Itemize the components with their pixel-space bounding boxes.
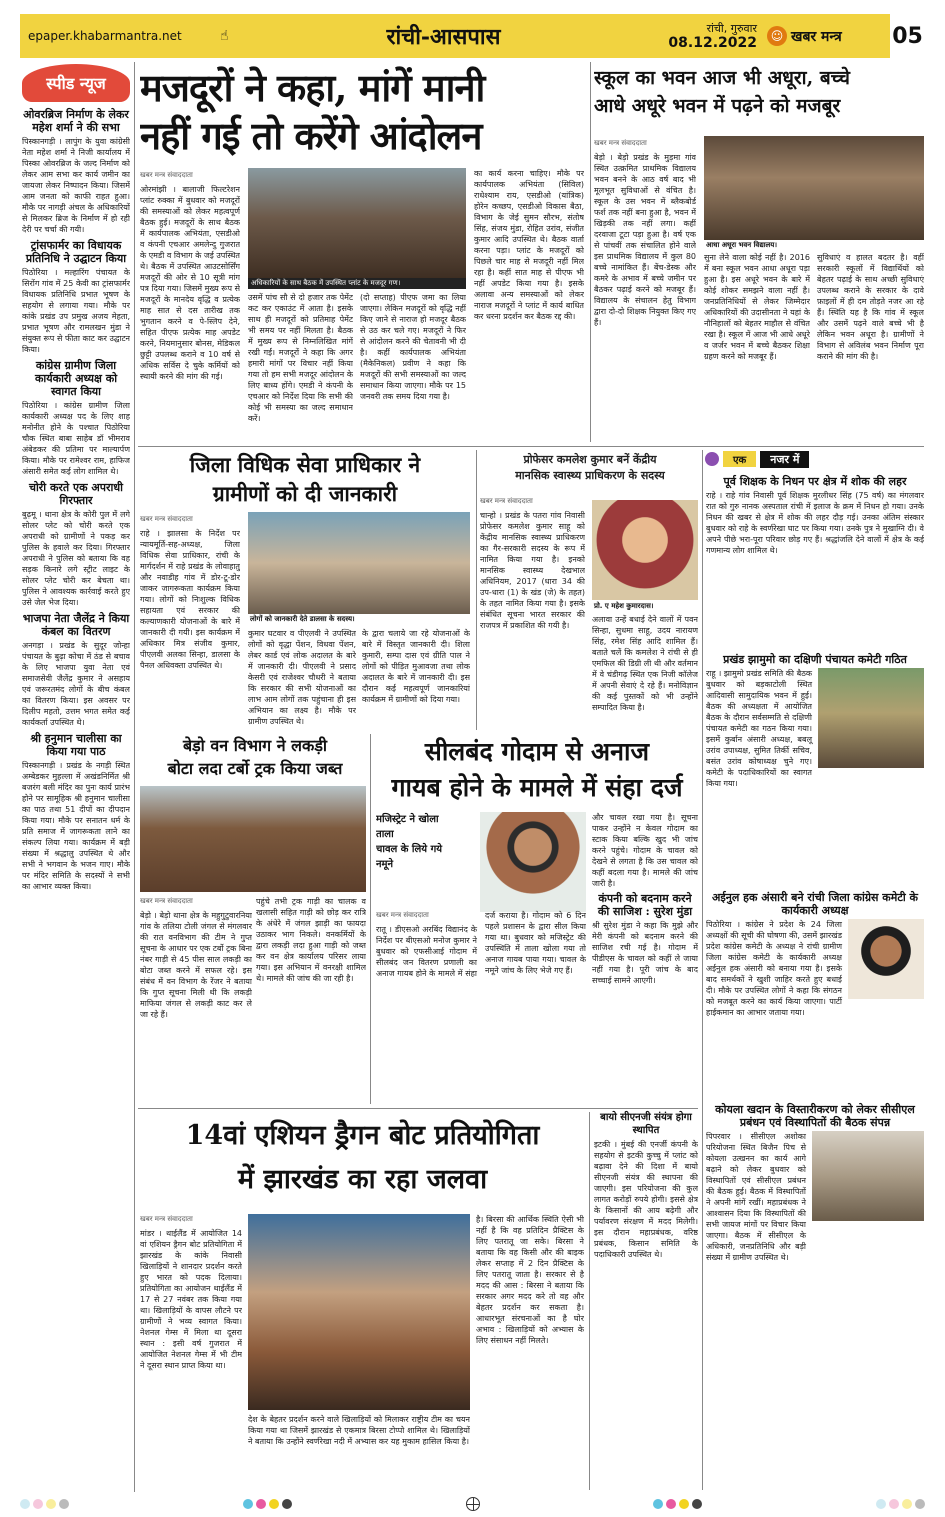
speed-news-body: पिस्कानगड़ी । प्रखंड के नगड़ी स्थित अम्बेडकर मुहल्ला में अखंडनिर्मित श्री बजरंग बली मंदिर का पुनः कार्य प्रारंभ होने पर सामूहिक श्री हनुमान चालीसा का पाठ तथा 51 दीपों का दीपदान किया गया। मौके पर सनातन धर्म के प्रति समाज में जागरूकता लाने का संकल्प लिया गया। कार्यक्रम में बड़ी संख्या में श्रद्धालु उपस्थित थे और सभी ने भगवान के भजन गाए। मौके पर मंदिर समिति के सदस्यों ने सभी का आभार व्यक्त किया। <box>22 761 130 891</box>
godown-subhead: कंपनी को बदनाम करने की साजिश : सुरेश मुंडा <box>597 892 693 918</box>
school-headline-line2: आधे अधूरे भवन में पढ़ने को मजबूर <box>594 95 841 117</box>
godown-col2b-text: श्री सुरेश मुंडा ने कहा कि मुझे और मेरी कंपनी को बदनाम करने की साजिश रची गई है। गोदाम में पीडीएस के चावल को कहीं ले जाया नहीं गया है। पूरी जांच के बाद सच्चाई सामने आएगी। <box>592 921 698 985</box>
nazar-item-body: राहू । झामुमो प्रखंड समिति की बैठक बुधवार को बड़काटोली स्थित आदिवासी सामुदायिक भवन में हुई। बैठक की अध्यक्षता में आयोजित बैठक के दौरान सर्वसम्मति से दक्षिणी पंचायत कमेटी का गठन किया गया। इसमें कुर्बान अंसारी अध्यक्ष, बबलू उरांव उपाध्यक्ष, सुमित तिर्की सचिव, बसंत उरांव कोषाध्यक्ष चुने गए। कमेटी के पदाधिकारियों का स्वागत किया गया। <box>706 669 812 788</box>
color-registration-dots <box>20 1499 69 1509</box>
brand <box>767 26 887 46</box>
lead-caption: अधिकारियों के साथ बैठक में उपस्थित प्लांट के मजदूर गण। <box>248 278 466 289</box>
dragon-headline-line1: 14वां एशियन ड्रैगन बोट प्रतियोगिता <box>185 1120 540 1151</box>
school-headline <box>594 64 924 130</box>
godown-headline-line2: गायब होने के मामले में संहा दर्ज <box>391 773 683 802</box>
byline: खबर मन्त्र संवाददाता <box>140 897 193 905</box>
color-registration-dots <box>243 1499 292 1509</box>
speed-news-body: पिठोरिया । कांग्रेस ग्रामीण जिला कार्यकारी अध्यक्ष पद के लिए शाह मनोनीत होने के पश्चात पिठोरिया चौक स्थित बाबा साहेब डॉ भीमराव अंबेडकर की प्रतिमा पर माल्यार्पण किया। मौके पर रामेश्वर राम, हाफिज अंसारी समेत कई लोग शामिल थे। <box>22 401 130 476</box>
speed-news-body: पिठोरिया । मल्हारिंग पंचायत के सिरोंग गांव में 25 केवी का ट्रांसफार्मर विधायक प्रतिनिधि प्रभात भूषण के सहयोग से लगाया गया। मौके पर कांके प्रखंड उप प्रमुख अजय मेहता, प्रभात भूषण और रामलखन मुंडा ने संयुक्त रूप से फीता काट कर उद्घाटन किया। <box>22 268 130 354</box>
column-divider <box>370 734 371 1104</box>
speed-news-title: श्री हनुमान चालीसा का किया गया पाठ <box>30 732 122 758</box>
lead-headline-line2: नहीं गई तो करेंगे आंदोलन <box>140 113 482 158</box>
professor-photo <box>592 500 698 600</box>
speed-news-column <box>22 104 130 1489</box>
brand-logo-icon: ☺ <box>767 26 787 46</box>
brand-name: खबर मन्त्र <box>791 28 842 45</box>
speed-news-body: अनगड़ा । प्रखंड के सुदूर जोन्हा पंचायत के बुढ़ा कोचा में ठंड से बचाव के लिए भाजपा युवा नेता एवं समाजसेवी जैलेंद्र कुमार ने असहाय एवं जरूरतमंद लोगों के बीच कंबल का वितरण किया। इस अवसर पर दिलीप महतो, उत्तम भगत समेत कई कार्यकर्ता उपस्थित थे। <box>22 641 130 727</box>
color-registration-dots <box>653 1499 702 1509</box>
color-registration-dots <box>876 1499 925 1509</box>
godown-sub-2: ताला <box>376 829 394 840</box>
nazar-item <box>706 1100 924 1490</box>
registration-crosshair-icon <box>466 1497 480 1511</box>
dlsa-col1 <box>140 514 240 730</box>
nazar-item-title: अईनुल हक अंसारी बने रांची जिला कांग्रेस कमेटी के कार्यकारी अध्यक्ष <box>711 891 919 917</box>
speed-news-item <box>22 612 130 728</box>
nazar-label-title: नजर में <box>760 451 809 468</box>
forest-headline-line1: बेड़ो वन विभाग ने लकड़ी <box>182 736 328 755</box>
dlsa-col2: कुमार घटवार व पीएलवी ने उपस्थित लोगों को वृद्धा पेंशन, विधवा पेंशन, लेबर कार्ड एवं लोक अदालत के बारे में जानकारी दी। पीएलवी ने प्रसाद केसरी एवं राजेश्वर चौधरी ने बताया कि सरकार की सभी योजनाओं का लाभ आम लोगों तक पहुंचाना ही इस अभियान का लक्ष्य है। मौके पर ग्रामीण उपस्थित थे। <box>248 629 356 726</box>
lead-col2: उसमें पांच सौ से दो हजार तक पेमेंट कट कर एकाउंट में आता है। इसके साथ ही मजदूरों को प्रतिमाह पेमेंट भी समय पर नहीं मिलता है। बैठक में मुख्य रूप से निम्नलिखित मांगें रखी गईं। मजदूरों ने कहा कि अगर हमारी मांगों पर विचार नहीं किया गया तो हम सभी मजदूर आंदोलन के लिए बाध्य होंगे। एमडी ने कंपनी के एचआर को निर्देश दिया कि सभी की कोई भी समस्या का जल्द समाधान करें। <box>248 293 353 423</box>
speed-news-body: पिस्कानगड़ी । लापुंग के युवा कांग्रेसी नेता महेश शर्मा ने निजी कार्यालय में पिस्का ओवरब्रिज के जल्द निर्माण को लेकर आम सभा कर कार्य जमीन का जायजा लेकर निष्पादन किया। जिसमें आम जनता को काफी राहत हुआ। मौके पर नागड़ी अंचल के अधिकारियों से मिलकर ब्रिज के निर्माण में हो रही देरी पर चर्चा की गयी। <box>22 137 130 234</box>
speed-news-item <box>22 108 130 235</box>
column-divider <box>134 62 135 1492</box>
byline: खबर मन्त्र संवाददाता <box>376 911 429 919</box>
byline: खबर मन्त्र संवाददाता <box>480 497 533 505</box>
issue-date: 08.12.2022 <box>668 35 757 51</box>
speed-news-title: कांग्रेस ग्रामीण जिला कार्यकारी अध्यक्ष को स्वागत किया <box>34 359 118 398</box>
godown-col1-text: रातू । डीएसओ अरबिंद विद्यानंद के निर्देश पर बीएसओ मनोज कुमार ने बुधवार को एफसीआई गोदाम में सीलबंद जन वितरण प्रणाली का अनाज गायब होने के मामले में संहा दर्ज कराया है। गोदाम को 6 दिन पहले प्रशासन के द्वारा सील किया गया था। बुधवार को मजिस्ट्रेट की उपस्थिति में ताला खोला गया तो अनाज गायब पाया गया। चावल के नमूने जांच के लिए भेजे गए हैं। <box>376 911 586 978</box>
hand-pointer-icon: ☝ <box>220 28 229 44</box>
dlsa-col1-text: राहे । झालसा के निर्देश पर न्यायमूर्ति-सह-अध्यक्ष, जिला विधिक सेवा प्राधिकार, रांची के मार्गदर्शन में राहे प्रखंड के लोवाहातु और नवाडीह गांव में डोर-टू-डोर जाकर जागरूकता कार्यक्रम किया गया। लोगों को निःशुल्क विधिक सहायता एवं सरकार की कल्याणकारी योजनाओं के बारे में जानकारी दी गयी। इस कार्यक्रम में अधिकार मित्र संजीव कुमार, पीएलवी अलका सिन्हा, डालसा के पैनल अधिवक्ता उपस्थित थे। <box>140 529 240 670</box>
lead-col4: का कार्य करना चाहिए। मौके पर कार्यपालक अभियंता (सिविल) राधेश्याम राय, एसडीओ (यांत्रिक) होरेन कच्छप, एसडीओ विकास बैठा, विभाग के जेई सुमन सौरभ, संतोष सिंह, संजय मुंडा, रोहित उरांव, संजीत कुमार आदि उपस्थित थे। बैठक वार्ता करना पड़ा। प्लांट के मजदूरों को पिछले चार माह से मजदूरी नहीं मिल रहा है। कहीं सात माह से पीएफ भी नहीं अपडेट किया गया है। इसके अलावा अन्य समस्याओं को लेकर नाराज मजदूरों ने प्लांट में कार्य बाधित कर धरना प्रदर्शन कर बैठक रद्द की। <box>474 169 584 321</box>
nazar-item <box>706 888 924 1098</box>
speed-news-body: बुढ़मू । थाना क्षेत्र के कोरी पुल में लगे सोलर प्लेट को चोरी करते एक अपराधी को ग्रामीणों ने पकड़ कर पुलिस के हवाले कर दिया। गिरफ्तार अपराधी ने पुलिस को बताया कि वह सड़क किनारे लगे स्ट्रीट लाइट के सोलर प्लेट चोरी कर बेचता था। पुलिस ने आवश्यक कार्रवाई करते हुए उसे जेल भेज दिया। <box>22 510 130 607</box>
professor-col1-text: चान्हो । प्रखंड के पतरा गांव निवासी प्रोफेसर कमलेश कुमार साहू को केंद्रीय मानसिक स्वास्थ्य प्राधिकरण का गैर-सरकारी सदस्य के रूप में नामित किया गया है। इनको मानसिक स्वास्थ्य देखभाल अधिनियम, 2017 (धारा 34 की उप-धारा (1) के खंड (जे) के तहत) के तहत नामित किया गया है। इसके संबंधित सूचना भारत सरकार की राजपत्र में प्रकाशित की गयी है। <box>480 511 585 630</box>
lead-col1-text: ओरमांझी । बालाजी फिल्टरेशन प्लांट रुक्का में बुधवार को मजदूरों की समस्याओं को लेकर महत्वपूर्ण बैठक हुई। मजदूरों के साथ बैठक में कार्यपालक अभियंता, एसडीओ व कंपनी एचआर अमलेन्दु गुजरात के एमडी व विभाग के जई उपस्थित थे। बैठक में उपस्थित आउटसोर्सिंग मजदूरों की ओर से 10 सूत्री मांग पत्र दिया गया। जिसमें मुख्य रूप से मजदूरों के मानदेय वृद्धि व प्रत्येक माह सात से दस तारीख तक भुगतान करने व पे-स्लिप देने, सहित पीएफ प्रत्येक माह अपडेट करने, नियमानुसार बोनस, मेडिकल छुट्टी उपलब्ध कराने व 10 वर्ष से अधिक सर्विस दे चुके कर्मियों को स्थायी करने की मांग की गई। <box>140 185 240 381</box>
professor-caption: प्रो. ए महेश कुमारदास। <box>594 602 654 610</box>
column-divider <box>476 450 477 730</box>
forest-headline-line2: बोटा लदा टर्बो ट्रक किया जब्त <box>167 759 343 778</box>
professor-headline-line1: प्रोफेसर कमलेश कुमार बनें केंद्रीय <box>523 453 657 466</box>
school-caption: आधा अधूरा भवन विद्यालय। <box>706 241 777 249</box>
bayo-headline: बायो सीएनजी संयंत्र होगा स्थापित <box>600 1112 692 1136</box>
speed-news-title: चोरी करते एक अपराधी गिरफ्तार <box>28 481 124 507</box>
lead-headline-line1: मजदूरों ने कहा, मांगें मानी <box>140 65 485 110</box>
dragon-col1 <box>140 1214 242 1490</box>
forest-photo <box>140 786 366 892</box>
byline: खबर मन्त्र संवाददाता <box>140 171 193 179</box>
ccl-meeting-photo <box>812 1131 924 1221</box>
section-title: रांची-आसपास <box>386 24 501 50</box>
nazar-item <box>706 650 924 886</box>
godown-sub-3: चावल के लिये गये <box>376 844 443 855</box>
godown-sub-1: मजिस्ट्रेट ने खोला <box>376 814 439 825</box>
dlsa-photo <box>248 512 470 614</box>
byline: खबर मन्त्र संवाददाता <box>594 139 647 147</box>
speed-news-item <box>22 732 130 892</box>
column-divider <box>590 62 591 442</box>
row-divider <box>138 446 924 447</box>
dragon-headline <box>140 1114 585 1210</box>
professor-col2: अलावा उन्हें बधाई देने वालों में पवन सिन्हा, सुधमा साहू, उदय नारायण सिंह, रमेश सिंह आदि शामिल हैं। बताते चलें कि कमलेश ने रांची से ही एमफिल की डिग्री ली थी और वर्तमान में वे चंडीगढ़ स्थित एक निजी कॉलेज में अपनी सेवाएं दे रहे हैं। मनोविज्ञान की कई पुस्तकों को भी उन्होंने सम्पादित किया है। <box>592 615 698 712</box>
column-divider <box>702 450 703 1490</box>
jmm-photo <box>818 668 924 768</box>
school-col2: सुना लेने वाला कोई नहीं है। 2016 में बना स्कूल भवन आधा अधूरा पड़ा हुआ है। इस अधूरे भवन के बारे में कोई शोकर समझने वाला नहीं है। जनप्रतिनिधियों से लेकर जिम्मेदार अधिकारियों की उदासीनता ने यहां के नौनिहालों को बेहतर माहौल से वंचित रखा है। स्कूल में आज भी आधे अधूरे व जर्जर भवन में बच्चे बैठकर शिक्षा ग्रहण करने को मजबूर हैं। <box>704 253 810 361</box>
page-number: 05 <box>887 14 925 58</box>
dragon-col1-text: मांडर । थाईलैंड में आयोजित 14 वां एशियन ड्रैगन बोट प्रतियोगिता में झारखंड के कांके निवासी खिलाड़ियों ने शानदार प्रदर्शन करते हुए भारत को पदक दिलाया। प्रतियोगिता का आयोजन थाईलैंड में 17 से 27 नवंबर तक किया गया था। खिलाड़ियों के वापस लौटने पर ग्रामीणों ने भव्य स्वागत किया। नेशनल गेम्स में मिला था दूसरा स्थान : इसी वर्ष गुजरात में आयोजित नेशनल गेम्स में भी टीम ने दूसरा स्थान प्राप्त किया था। <box>140 1229 242 1370</box>
nazar-item-title: पूर्व शिक्षक के निधन पर क्षेत्र में शोक की लहर <box>723 475 907 488</box>
nazar-label-ek: एक <box>723 451 756 467</box>
godown-headline <box>376 734 698 810</box>
forest-col2: पहुंचे तभी ट्रक गाड़ी का चालक व खलासी सहित गाड़ी को छोड़ कर रात्रि के अंधेरे में जंगल झाड़ी का फायदा उठाकर भाग निकले। वनकर्मियों के द्वारा लकड़ी लदा हुआ गाड़ी को जब्त कर वन क्षेत्र कार्यालय परिसर लाया गया। इस अभियान में वनरक्षी शामिल थे। मामले की जांच की जा रही है। <box>256 897 366 983</box>
godown-sub-4: नमूने <box>376 859 394 870</box>
byline: खबर मन्त्र संवाददाता <box>140 515 193 523</box>
speed-news-title: भाजपा नेता जैलेंद्र ने किया कंबल का वितरण <box>22 612 130 638</box>
nazar-item <box>706 472 924 648</box>
forest-col1 <box>140 896 252 1102</box>
bayo-body: इटकी । मुंबई की एनर्जी कंपनी के सहयोग से इटकी कुच्चु में प्लांट को बढ़ावा देने की दिशा में बायो सीएनजी संयंत्र की स्थापना की जाएगी। इस परियोजना की कुल लागत करोड़ों रुपये होगी। इससे क्षेत्र के किसानों की आय बढ़ेगी और पर्यावरण संरक्षण में मदद मिलेगी। इस दौरान महाप्रबंधक, वरिष्ठ प्रबंधक, किसान समिति के पदाधिकारी उपस्थित थे। <box>594 1140 698 1259</box>
dragon-col3: है। बिरसा की आर्थिक स्थिति ऐसी भी नहीं है कि वह प्रतिदिन प्रैक्टिस के लिए पतरातू जा सके। बिरसा ने बताया कि वह किसी और की बाइक लेकर सप्ताह में 2 दिन प्रैक्टिस के लिए पतरातू जाता है। सरकार से है मदद की आस : बिरसा ने बताया कि सरकार अगर मदद करे तो वह और बेहतर प्रदर्शन कर सकता है। आधारभूत संरचनाओं का है घोर अभाव : खिलाड़ियों को अभ्यास के लिए संसाधन नहीं मिलते। <box>476 1215 584 1345</box>
dlsa-col3: के द्वारा चलाये जा रहे योजनाओं के बारे में विस्तृत जानकारी दी। शिला कुमारी, सम्पा दास एवं ग्रीति पाल ने लोगों को पीड़ित मुआवजा तथा लोक अदालत के बारे में जानकारी दी। इस दौरान कई महत्वपूर्ण जानकारियां कार्यक्रम में ग्रामीणों को दिया गया। <box>362 629 470 704</box>
speed-news-title: ओवरब्रिज निर्माण के लेकर महेश शर्मा ने की सभा <box>23 108 129 134</box>
nazar-header <box>705 450 925 468</box>
nazar-item-body: पिठोरिया । कांग्रेस ने प्रदेश के 24 जिला अध्यक्षों की सूची की घोषणा की, उसमें झारखंड प्रदेश कांग्रेस कमेटी के अध्यक्ष ने रांची ग्रामीण जिला कांग्रेस कमेटी के कार्यकारी अध्यक्ष अईनुल हक अंसारी को बनाया गया है। इसके बाद समर्थकों ने खुशी जाहिर करते हुए बधाई दी। मौके पर उपस्थित लोगों ने कहा कि संगठन को मजबूत करने का कार्य किया जाएगा। पार्टी हाईकमान का आभार जताया गया। <box>706 920 842 1017</box>
lead-photo <box>248 168 466 278</box>
bayo-story <box>594 1108 698 1490</box>
dlsa-headline <box>140 450 470 510</box>
dlsa-headline-line2: ग्रामीणों को दी जानकारी <box>212 481 398 506</box>
masthead <box>20 14 925 58</box>
dlsa-caption: लोगों को जानकारी देते डालसा के सदस्य। <box>250 615 355 623</box>
nazar-item-body: पिपरवार । सीसीएल अशोका परियोजना स्थित बिजैन पिच से कोयला उत्खनन का कार्य आगे बढ़ाने को लेकर बुधवार को विस्थापितों एवं सीसीएल प्रबंधन की बैठक हुई। बैठक में विस्थापितों ने अपनी मांगें रखीं। महाप्रबंधक ने आश्वासन दिया कि विस्थापितों की सभी जायज मांगों पर विचार किया जाएगा। बैठक में सीसीएल के अधिकारी, जनप्रतिनिधि और बड़ी संख्या में ग्रामीण उपस्थित थे। <box>706 1132 806 1262</box>
forest-col1-text: बेड़ो । बेड़ो थाना क्षेत्र के महुगुटुवारनिया गांव के तलिया टोली जंगल से मंगलवार की रात वनविभाग की टीम ने गुप्त सूचना के आधार पर एक टर्बो ट्रक बिना नंबर गाड़ी से 45 पीस साल लकड़ी का बोटा जब्त करने में सफल रहे। इस संबंध में वन विभाग के रेंजर ने बताया कि गुप्त सूचना मिली थी कि लकड़ी माफिया जंगल से लकड़ी काट कर ले जा रहे हैं। <box>140 911 252 1019</box>
godown-subheads <box>376 812 478 882</box>
godown-col2 <box>592 812 698 1102</box>
professor-headline <box>480 452 700 492</box>
professor-headline-line2: मानसिक स्वास्थ्य प्राधिकरण के सदस्य <box>515 469 665 482</box>
school-col1-text: बेड़ो । बेड़ो प्रखंड के मुड़मा गांव स्थित उत्क्रमित प्राथमिक विद्यालय भवन बनने के आठ वर्ष बाद भी मूलभूत सुविधाओं से वंचित है। स्कूल के उस भवन में ब्लैकबोर्ड फर्श तक नहीं बना हुआ है, भवन में खिड़की तक नहीं लगा। कहीं दरवाजा टूटा पड़ा हुआ है। वर्ष एक से पांचवीं तक संचालित होने वाले इस प्राथमिक विद्यालय में कुल 80 बच्चे नामांकित हैं। बेंच-डेस्क और कमरे के अभाव में बच्चे जमीन पर बैठकर पढ़ाई करने को मजबूर हैं। विद्यालय के संचालन हेतु विभाग द्वारा दो-दो शिक्षक नियुक्त किए गए हैं। <box>594 153 696 327</box>
dragon-photo <box>248 1214 470 1410</box>
school-col3: सुविधाएं व हालत बदतर है। वहीं सरकारी स्कूलों में विद्यार्थियों को बेहतर पढ़ाई के साथ अच्छी सुविधाएं उपलब्ध कराने के सरकार के दावे फ़ाइलों में ही दम तोड़ते नजर आ रहे हैं। स्थिति यह है कि गांव में स्कूल और उसमें पढ़ने वाले बच्चे भी है लेकिन भवन अधूरा है। ग्रामीणों ने विभाग से अविलंब भवन निर्माण पूरा कराने की मांग की है। <box>817 253 924 361</box>
speed-news-item <box>22 359 130 477</box>
nazar-item-title: प्रखंड झामुमो का दक्षिणी पंचायत कमेटी गठित <box>723 653 907 666</box>
print-registration-strip <box>20 1497 925 1511</box>
dlsa-headline-line1: जिला विधिक सेवा प्राधिकार ने <box>189 452 421 477</box>
dragon-headline-line2: में झारखंड का रहा जलवा <box>237 1164 488 1195</box>
speed-news-title: ट्रांसफार्मर का विधायक प्रतिनिधि ने उद्घाटन किया <box>25 239 127 265</box>
lead-headline <box>140 64 585 164</box>
godown-col2-text: और चावल रखा गया है। सूचना पाकर उन्होंने न केवल गोदाम का स्टाक किया बल्कि खुद भी जांच करने पहुंचे। गोदाम के चावल को देखने से लगता है कि उस चावल को कहीं बदला गया है। मामले की जांच जारी है। <box>592 813 698 888</box>
godown-col1 <box>376 910 586 1102</box>
school-col1 <box>594 138 696 440</box>
nazar-item-title: कोयला खदान के विस्तारीकरण को लेकर सीसीएल प्रबंधन एवं विस्थापितों की बैठक संपन्न <box>715 1103 915 1129</box>
speed-news-badge: स्पीड न्यूज <box>22 64 130 102</box>
forest-headline <box>140 734 370 784</box>
speed-news-item <box>22 481 130 608</box>
dragon-col2: देश के बेहतर प्रदर्शन करने वाले खिलाड़ियों को मिलाकर राष्ट्रीय टीम का चयन किया गया था जिसमें झारखंड से एकमात्र बिरसा टोप्पो शामिल थे। खिलाड़ियों ने बताया कि उन्होंने स्वर्णरेखा नदी में अभ्यास कर यह मुकाम हासिल किया है। <box>248 1415 470 1446</box>
professor-col1 <box>480 496 585 730</box>
nazar-item-body: राहे । राहे गांव निवासी पूर्व शिक्षक मुरलीधर सिंह (75 वर्ष) का मंगलवार रात को गुरु नानक अस्पताल रांची में इलाज के क्रम में निधन हो गया। उनके निधन की खबर से क्षेत्र में शोक की लहर दौड़ गई। उनका अंतिम संस्कार बुधवार को राहे के स्वर्णरेखा घाट पर किया गया। उनके पुत्र ने मुखाग्नि दी। वे अपने पीछे भरा-पूरा परिवार छोड़ गए हैं। श्रद्धांजलि देने वालों में क्षेत्र के कई गणमान्य लोग शामिल थे। <box>706 491 924 555</box>
lead-col1 <box>140 170 240 442</box>
dateline <box>637 22 767 50</box>
site-url[interactable]: epaper.khabarmantra.net <box>28 29 182 43</box>
speed-news-item <box>22 239 130 355</box>
city-day: रांची, गुरुवार <box>706 22 757 35</box>
godown-photo <box>480 812 586 912</box>
lead-col3: (दो सप्ताह) पीएफ जमा का लिया जाएगा। लेकिन मजदूरों को वृद्धि नहीं किए जाने से नाराज हो मजदूर बैठक से उठ कर चले गए। मजदूरों ने फिर से आंदोलन करने की चेतावनी भी दी है। कहीं कार्यपालक अभियंता (मैकेनिकल) प्रवीण ने कहा कि मजदूरों की सभी समस्याओं का जल्द समाधान किया जाएगा। मौके पर 15 जनवरी तक समय दिया गया है। <box>360 293 466 401</box>
godown-headline-line1: सीलबंद गोदाम से अनाज <box>424 737 650 766</box>
school-headline-line1: स्कूल का भवन आज भी अधूरा, बच्चे <box>594 67 850 89</box>
school-photo <box>704 136 924 240</box>
column-divider <box>589 1112 590 1490</box>
bullet-icon <box>705 452 719 466</box>
congress-leader-photo <box>848 919 924 999</box>
byline: खबर मन्त्र संवाददाता <box>140 1215 193 1223</box>
